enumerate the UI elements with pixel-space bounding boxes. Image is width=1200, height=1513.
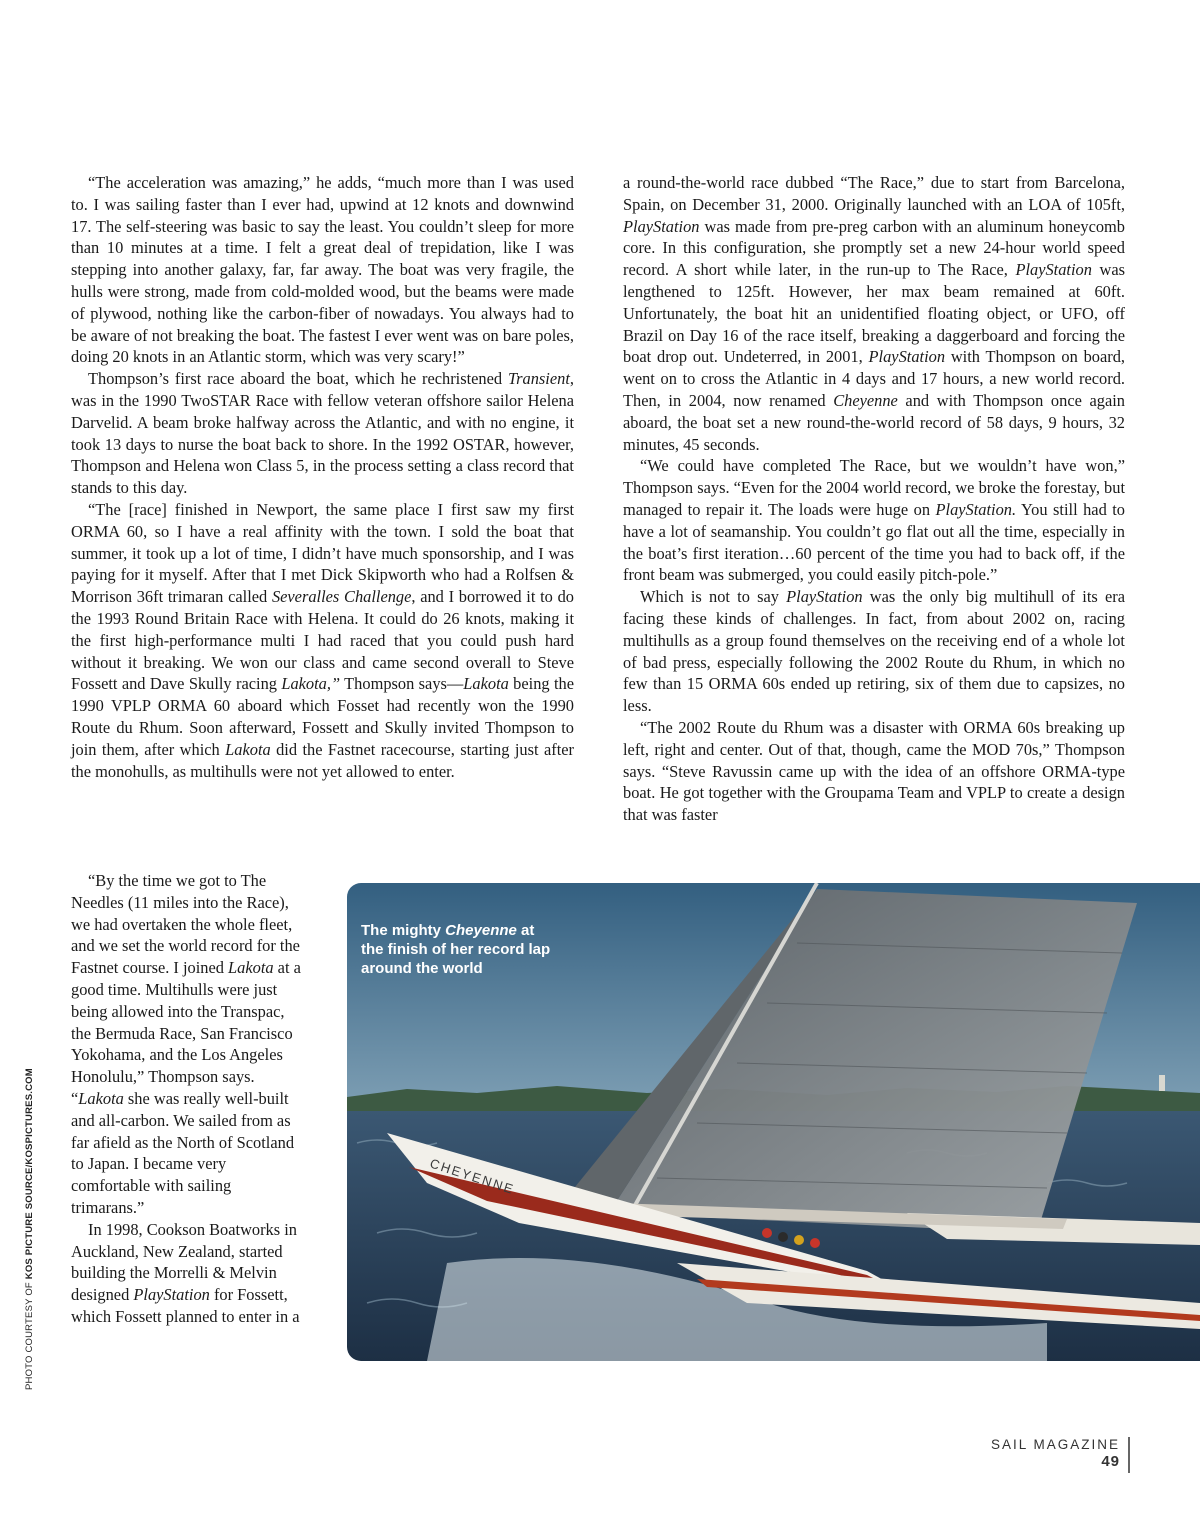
footer-divider: [1128, 1437, 1130, 1473]
magazine-name: SAIL MAGAZINE: [990, 1437, 1120, 1452]
paragraph: “The acceleration was amazing,” he adds, “much more than I was used to. I was sailing faster than I ever had, upwind at 12 knots and downwind 17. The self-steering was basic to say the least. You couldn’t sleep for more than 10 minutes at a time. I felt a great deal of trepidation, like I was stepping into another galaxy, far, far away. The boat was very fragile, the hulls were strong, made from cold-molded wood, but the beams were made of plywood, nothing like the carbon-fiber of nowadays. You always had to be aware of not breaking the boat. The fastest I ever went was on bare poles, doing 20 knots in an Atlantic storm, which was very scary!”: [71, 173, 574, 367]
page-footer: [991, 1437, 1120, 1470]
paragraph: “The 2002 Route du Rhum was a disaster with ORMA 60s breaking up left, right and center. Out of that, though, came the MOD 70s,” Thompson says. “Steve Ravussin came up with the idea of an offshore ORMA-type boat. He got together with the Groupama Team and VPLP to create a design that was faster: [623, 717, 1125, 825]
lighthouse: [1159, 1075, 1165, 1091]
photo-credit: PHOTO COURTESY OF KOS PICTURE SOURCE/KOSPICTURES.COM: [24, 1068, 35, 1390]
trimaran-photo: [347, 883, 1200, 1361]
page-number: 49: [1101, 1453, 1120, 1470]
paragraph: “We could have completed The Race, but we wouldn’t have won,” Thompson says. “Even for the 2004 world record, we broke the forestay, but managed to repair it. The loads were huge on PlayStation. You still had to have a lot of seamanship. You couldn’t go flat out all the time, especially in the boat’s first iteration…60 percent of the time you had to back off, if the front beam was submerged, you could easily pitch-pole.”: [623, 456, 1125, 585]
article-column-left: [71, 172, 574, 782]
paragraph: In 1998, Cookson Boatworks in Auckland, New Zealand, started building the Morrelli & Melvin designed PlayStation for Fossett, which Fossett planned to enter in a: [71, 1219, 300, 1326]
hull-name: CHEYENNE: [428, 1155, 517, 1198]
paragraph: Which is not to say PlayStation was the only big multihull of its era facing these kinds of challenges. In fact, from about 2002 on, racing multihulls as a group found themselves on the receiving end of a whole lot of bad press, especially following the 2002 Route du Rhum, in which no few than 15 ORMA 60s ended up retiring, six of them due to capsizes, no less.: [623, 587, 1125, 716]
paragraph: “By the time we got to The Needles (11 miles into the Race), we had overtaken the whole fleet, and we set the world record for the Fastnet course. I joined Lakota at a good time. Multihulls were just being allowed into the Transpac, the Bermuda Race, San Francisco Yokohama, and the Los Angeles Honolulu,” Thompson says. “Lakota she was really well-built and all-carbon. We sailed from as far afield as the North of Scotland to Japan. I became very comfortable with sailing trimarans.”: [71, 871, 301, 1217]
photo-caption: The mighty Cheyenne at the finish of her record lap around the world: [361, 922, 551, 977]
paragraph: Thompson’s first race aboard the boat, which he rechristened Transient, was in the 1990 TwoSTAR Race with fellow veteran offshore sailor Helena Darvelid. A beam broke halfway across the Atlantic, and with no engine, it took 13 days to nurse the boat back to shore. In the 1992 OSTAR, however, Thompson and Helena won Class 5, in the process setting a class record that stands to this day.: [71, 369, 574, 498]
article-column-narrow: [71, 870, 303, 1328]
article-column-right: [623, 172, 1125, 826]
paragraph: a round-the-world race dubbed “The Race,” due to start from Barcelona, Spain, on December 31, 2000. Originally launched with an LOA of 105ft, PlayStation was made from pre-preg carbon with an aluminum honeycomb core. In this configuration, she promptly set a new 24-hour world speed record. A short while later, in the run-up to The Race, PlayStation was lengthened to 125ft. However, her max beam remained at 60ft. Unfortunately, the boat hit an unidentified floating object, or UFO, off Brazil on Day 16 of the race itself, breaking a daggerboard and forcing the boat drop out. Undeterred, in 2001, PlayStation with Thompson on board, went on to cross the Atlantic in 4 days and 17 hours, a new world record. Then, in 2004, now renamed Cheyenne and with Thompson once again aboard, the boat set a new round-the-world record of 58 days, 9 hours, 32 minutes, 45 seconds.: [623, 173, 1125, 454]
paragraph: “The [race] finished in Newport, the same place I first saw my first ORMA 60, so I have a real affinity with the town. I sold the boat that summer, it took up a lot of time, I didn’t have much sponsorship, and I was paying for it myself. After that I met Dick Skipworth who had a Rolfsen & Morrison 36ft trimaran called Severalles Challenge, and I borrowed it to do the 1993 Round Britain Race with Helena. It could do 26 knots, making it the first high-performance multi I had raced that you could push hard without it breaking. We won our class and came second overall to Steve Fossett and Dave Skully racing Lakota,” Thompson says—Lakota being the 1990 VPLP ORMA 60 aboard which Fosset had recently won the 1990 Route du Rhum. Soon afterward, Fossett and Skully invited Thompson to join them, after which Lakota did the Fastnet racecourse, starting just after the monohulls, as multihulls were not yet allowed to enter.: [71, 499, 574, 781]
